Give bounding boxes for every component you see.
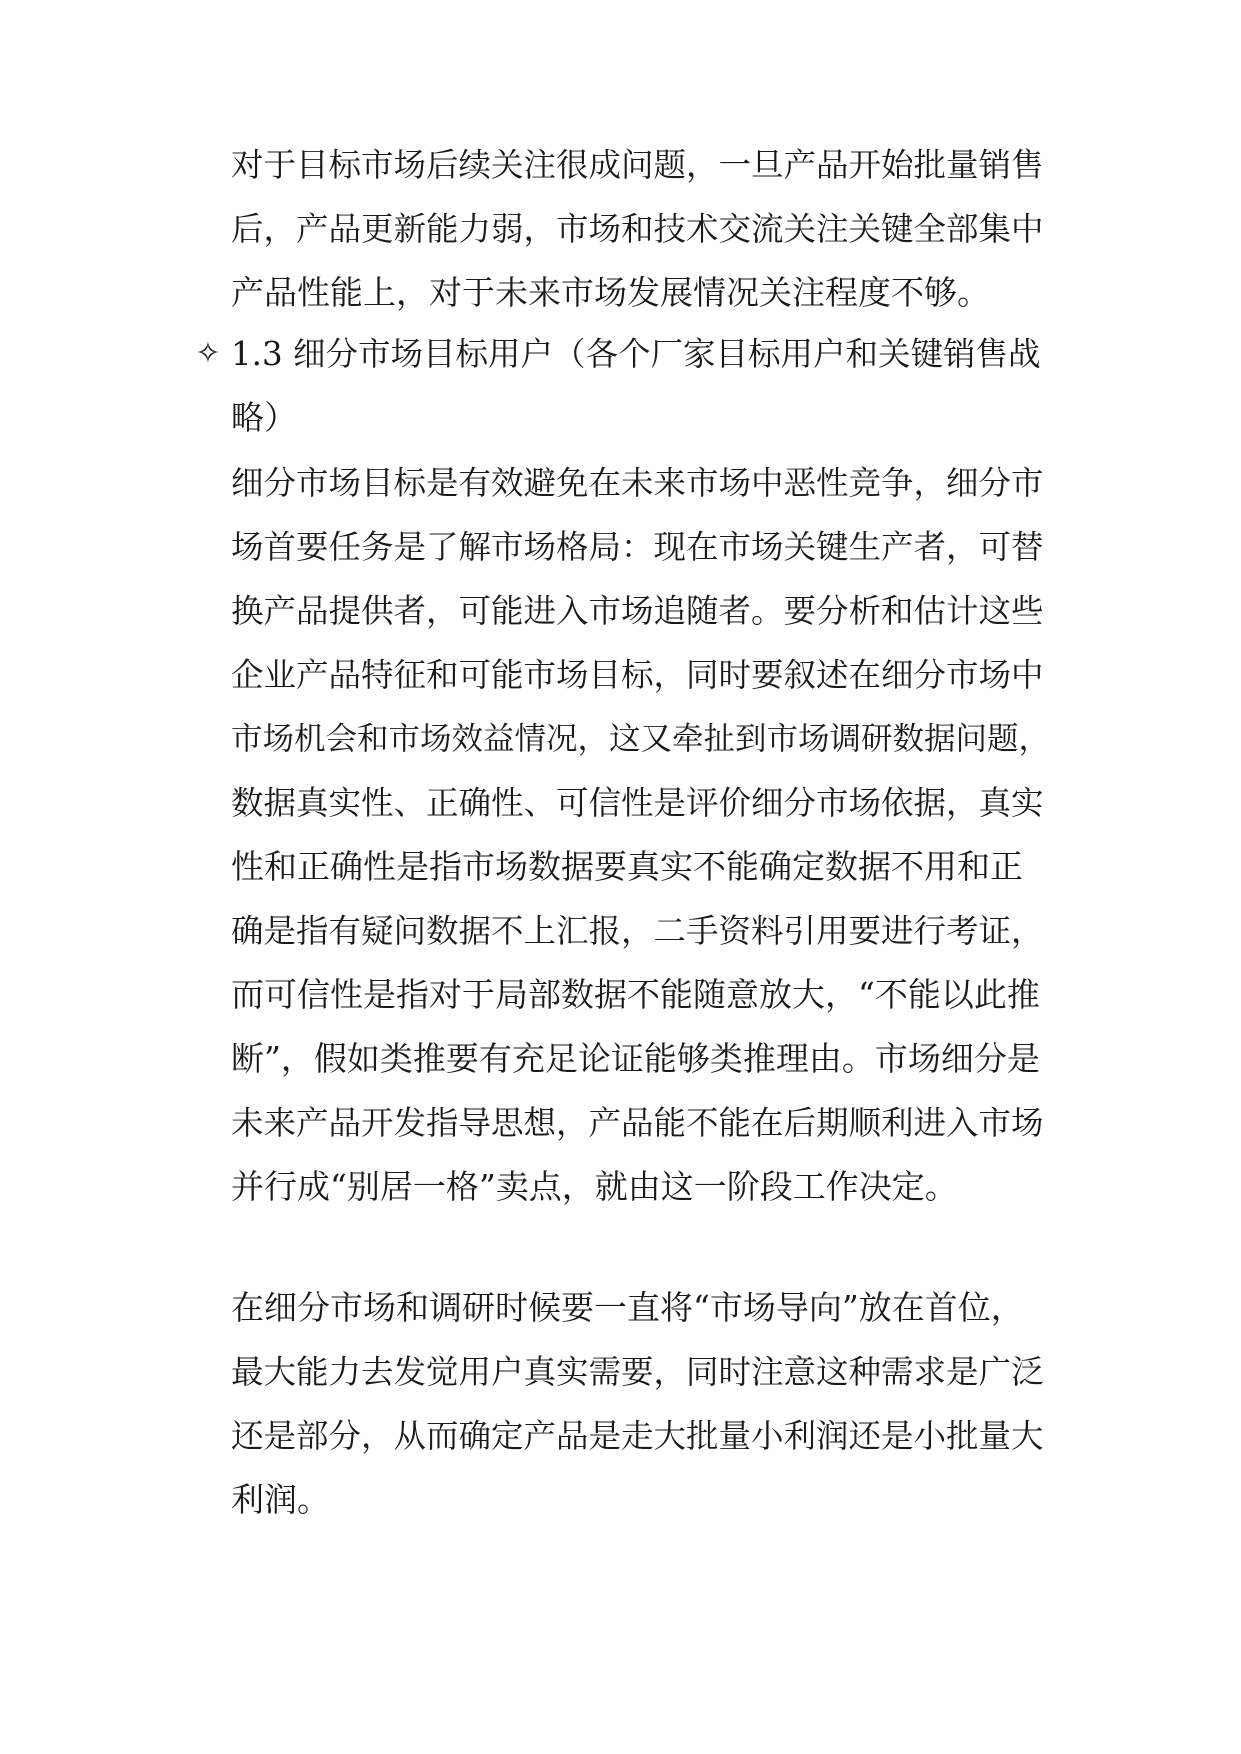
heading-line: 略） — [231, 398, 297, 437]
text-line: 利润。 — [231, 1480, 330, 1519]
text-line: 在细分市场和调研时候要一直将“市场导向”放在首位， — [231, 1288, 1024, 1327]
paragraph-3 — [231, 1276, 1051, 1532]
text-line: 市场机会和市场效益情况，这又牵扯到市场调研数据问题， — [231, 721, 1051, 757]
text-line: 企业产品特征和可能市场目标，同时要叙述在细分市场中 — [231, 656, 1044, 694]
text-line: 换产品提供者，可能进入市场追随者。要分析和估计这些 — [231, 592, 1044, 630]
text-line: 而可信性是指对于局部数据不能随意放大，“不能以此推 — [231, 975, 1040, 1014]
diamond-bullet-icon: ✧ — [195, 336, 221, 371]
text-line: 场首要任务是了解市场格局：现在市场关键生产者，可替 — [231, 528, 1044, 566]
text-line: 确是指有疑问数据不上汇报，二手资料引用要进行考证， — [231, 912, 1044, 950]
text-line: 细分市场目标是有效避免在未来市场中恶性竞争，细分市 — [231, 464, 1044, 502]
section-heading — [231, 322, 1051, 450]
text-line: 并行成“别居一格”卖点，就由这一阶段工作决定。 — [231, 1167, 958, 1206]
text-line: 对于目标市场后续关注很成问题，一旦产品开始批量销售 — [231, 146, 1044, 184]
text-line: 数据真实性、正确性、可信性是评价细分市场依据，真实 — [231, 784, 1044, 822]
text-line: 后，产品更新能力弱，市场和技术交流关注关键全部集中 — [231, 210, 1044, 248]
paragraph-2 — [231, 451, 1051, 1219]
text-line: 最大能力去发觉用户真实需要，同时注意这种需求是广泛 — [231, 1353, 1044, 1391]
text-line: 还是部分，从而确定产品是走大批量小利润还是小批量大 — [231, 1417, 1044, 1455]
text-line: 性和正确性是指市场数据要真实不能确定数据不用和正 — [231, 847, 1023, 886]
text-line: 断”，假如类推要有充足论证能够类推理由。市场细分是 — [231, 1039, 1040, 1078]
text-line: 未来产品开发指导思想，产品能不能在后期顺利进入市场 — [231, 1104, 1044, 1142]
paragraph-1 — [231, 133, 1051, 325]
text-line: 产品性能上，对于未来市场发展情况关注程度不够。 — [231, 273, 990, 312]
heading-line: 1.3 细分市场目标用户（各个厂家目标用户和关键销售战 — [231, 335, 1041, 373]
